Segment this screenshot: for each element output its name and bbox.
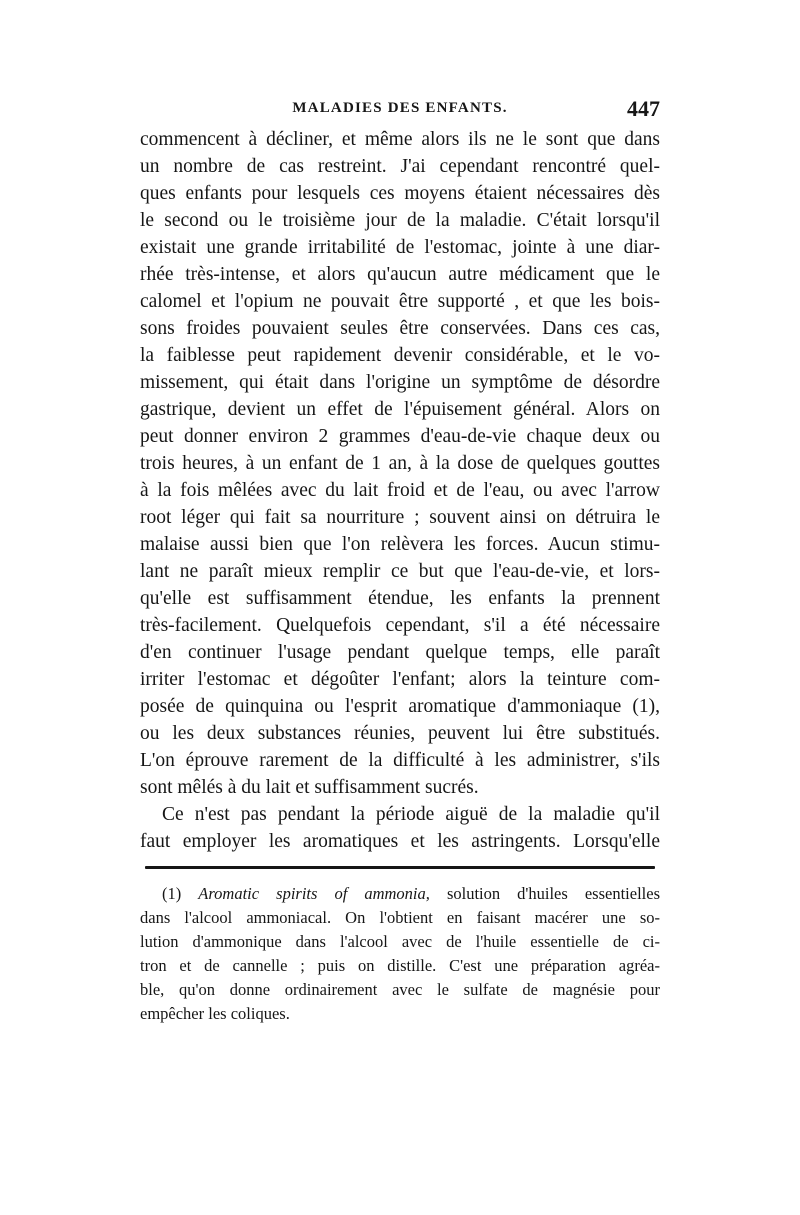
text-line: root léger qui fait sa nourriture ; souvent ainsi on détruira le <box>140 507 660 528</box>
footnote <box>140 882 660 1026</box>
text-line: ou les deux substances réunies, peuvent lui être substitués. <box>140 723 660 744</box>
text-line: L'on éprouve rarement de la difficulté à les administrer, s'ils <box>140 750 660 771</box>
body-text <box>140 126 660 855</box>
page-number: 447 <box>627 96 660 121</box>
text-line: très-facilement. Quelquefois cependant, s'il a été nécessaire <box>140 615 660 636</box>
footnote-line: tron et de cannelle ; puis on distille. C'est une préparation agréa- <box>140 956 660 975</box>
footnote-line: lution d'ammonique dans l'alcool avec de l'huile essentielle de ci- <box>140 932 660 951</box>
text-line: sons froides pouvaient seules être conservées. Dans ces cas, <box>140 318 660 339</box>
text-line: missement, qui était dans l'origine un symptôme de désordre <box>140 372 660 393</box>
footnote-marker: (1) <box>162 884 199 903</box>
text-line: posée de quinquina ou l'esprit aromatique d'ammoniaque (1), <box>140 696 660 717</box>
paragraph-end-line: sont mêlés à du lait et suffisamment sucrés. <box>140 777 479 798</box>
text-line: qu'elle est suffisamment étendue, les enfants la prennent <box>140 588 660 609</box>
text-line: rhée très-intense, et alors qu'aucun autre médicament que le <box>140 264 660 285</box>
footnote-line: ble, qu'on donne ordinairement avec le sulfate de magnésie pour <box>140 980 660 999</box>
footnote-text: solution d'huiles essentielles <box>429 884 660 903</box>
footnote-line: dans l'alcool ammoniacal. On l'obtient en faisant macérer une so- <box>140 908 660 927</box>
footnote-term: Aromatic spirits of ammonia, <box>198 884 430 903</box>
text-line: le second ou le troisième jour de la maladie. C'était lorsqu'il <box>140 210 660 231</box>
page-header <box>140 96 660 126</box>
text-line: calomel et l'opium ne pouvait être supporté , et que les bois- <box>140 291 660 312</box>
text-line: malaise aussi bien que l'on relèvera les forces. Aucun stimu- <box>140 534 660 555</box>
footnote-line <box>140 882 660 906</box>
paragraph-start-line: Ce n'est pas pendant la période aiguë de la maladie qu'il <box>162 804 660 825</box>
text-line: existait une grande irritabilité de l'estomac, jointe à une diar- <box>140 237 660 258</box>
text-line: à la fois mêlées avec du lait froid et de l'eau, ou avec l'arrow <box>140 480 660 501</box>
text-line: irriter l'estomac et dégoûter l'enfant; alors la teinture com- <box>140 669 660 690</box>
text-line: peut donner environ 2 grammes d'eau-de-vie chaque deux ou <box>140 426 660 447</box>
text-line: gastrique, devient un effet de l'épuisement général. Alors on <box>140 399 660 420</box>
running-head: MALADIES DES ENFANTS. <box>292 100 508 116</box>
text-line: trois heures, à un enfant de 1 an, à la dose de quelques gouttes <box>140 453 660 474</box>
text-line: faut employer les aromatiques et les astringents. Lorsqu'elle <box>140 831 660 852</box>
footnote-line: empêcher les coliques. <box>140 1004 290 1023</box>
text-line: la faiblesse peut rapidement devenir considérable, et le vo- <box>140 345 660 366</box>
footnote-separator <box>145 866 655 869</box>
text-line: ques enfants pour lesquels ces moyens étaient nécessaires dès <box>140 183 660 204</box>
text-line: commencent à décliner, et même alors ils ne le sont que dans <box>140 129 660 150</box>
text-line: lant ne paraît mieux remplir ce but que l'eau-de-vie, et lors- <box>140 561 660 582</box>
text-line: d'en continuer l'usage pendant quelque temps, elle paraît <box>140 642 660 663</box>
text-line: un nombre de cas restreint. J'ai cependant rencontré quel- <box>140 156 660 177</box>
